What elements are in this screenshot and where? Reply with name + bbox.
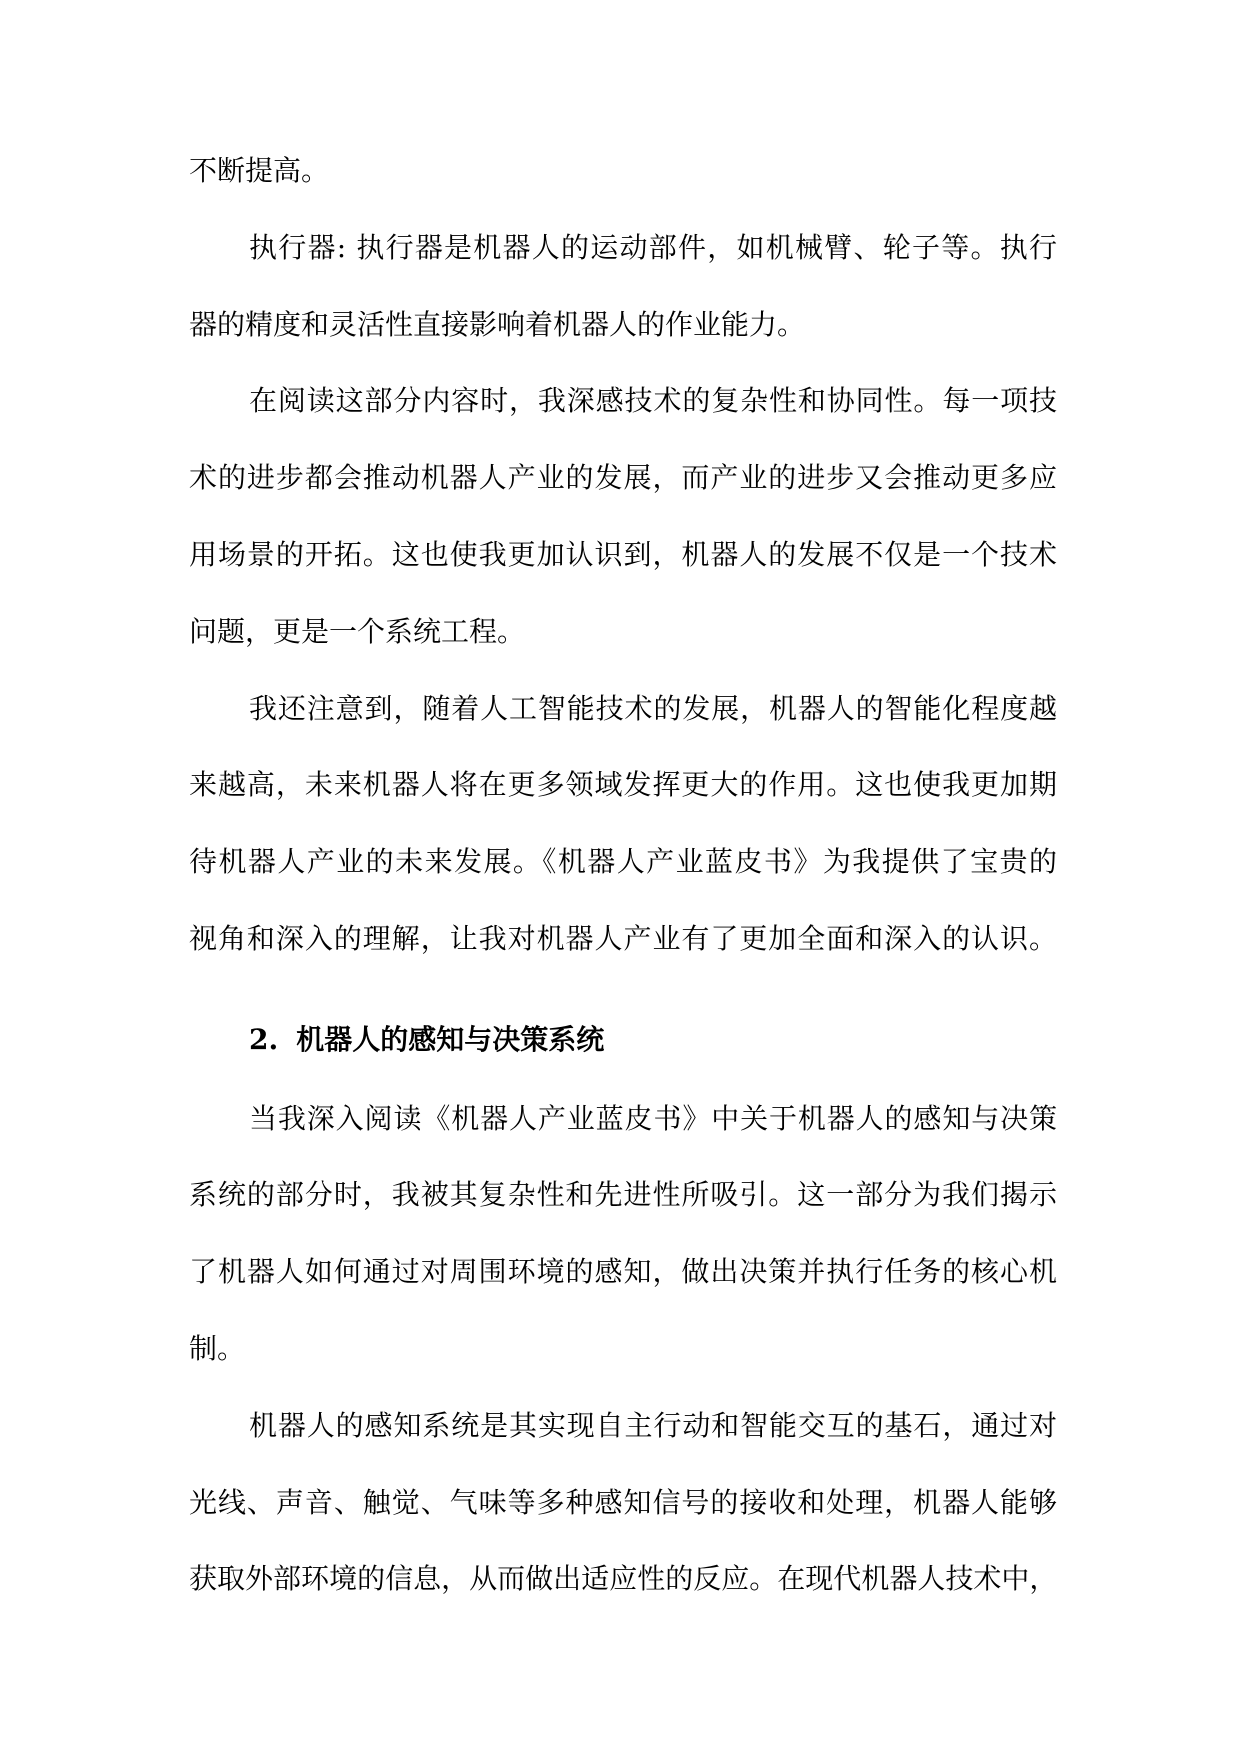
paragraph-line: 来越高，未来机器人将在更多领域发挥更大的作用。这也使我更加期 <box>189 768 1057 802</box>
paragraph <box>189 1388 1057 1618</box>
paragraph <box>189 1081 1057 1388</box>
paragraph-line: 系统的部分时，我被其复杂性和先进性所吸引。这一部分为我们揭示 <box>189 1178 1057 1212</box>
paragraph-line: 制。 <box>189 1331 246 1365</box>
paragraph-line: 我还注意到，随着人工智能技术的发展，机器人的智能化程度越 <box>249 691 1057 725</box>
paragraph <box>189 210 1057 364</box>
section-heading <box>189 1002 1057 1079</box>
paragraph-line: 视角和深入的理解，让我对机器人产业有了更加全面和深入的认识。 <box>189 921 1057 955</box>
paragraph-line: 光线、声音、触觉、气味等多种感知信号的接收和处理，机器人能够 <box>189 1485 1057 1519</box>
paragraph-line: 在阅读这部分内容时，我深感技术的复杂性和协同性。每一项技 <box>249 384 1057 418</box>
paragraph-line: 待机器人产业的未来发展。《机器人产业蓝皮书》为我提供了宝贵的 <box>189 845 1057 879</box>
paragraph <box>189 133 1057 210</box>
paragraph <box>189 671 1057 978</box>
paragraph-line: 机器人的感知系统是其实现自主行动和智能交互的基石，通过对 <box>249 1408 1057 1442</box>
paragraph-line: 器的精度和灵活性直接影响着机器人的作业能力。 <box>189 307 806 341</box>
paragraph-line: 获取外部环境的信息，从而做出适应性的反应。在现代机器人技术中， <box>189 1562 1057 1596</box>
paragraph-line: 了机器人如何通过对周围环境的感知，做出决策并执行任务的核心机 <box>189 1255 1057 1289</box>
paragraph-line: 不断提高。 <box>189 154 330 187</box>
paragraph-line: 问题，更是一个系统工程。 <box>189 614 526 648</box>
section-number: 2. <box>249 1022 279 1056</box>
paragraph-line: 术的进步都会推动机器人产业的发展，而产业的进步又会推动更多应 <box>189 461 1057 495</box>
paragraph-line: 当我深入阅读《机器人产业蓝皮书》中关于机器人的感知与决策 <box>249 1101 1057 1135</box>
paragraph <box>189 363 1057 670</box>
document-body <box>189 133 1057 1618</box>
paragraph-line: 用场景的开拓。这也使我更加认识到，机器人的发展不仅是一个技术 <box>189 537 1057 571</box>
section-title: 机器人的感知与决策系统 <box>296 1022 605 1056</box>
paragraph-line: 执行器: 执行器是机器人的运动部件，如机械臂、轮子等。执行 <box>249 230 1057 264</box>
